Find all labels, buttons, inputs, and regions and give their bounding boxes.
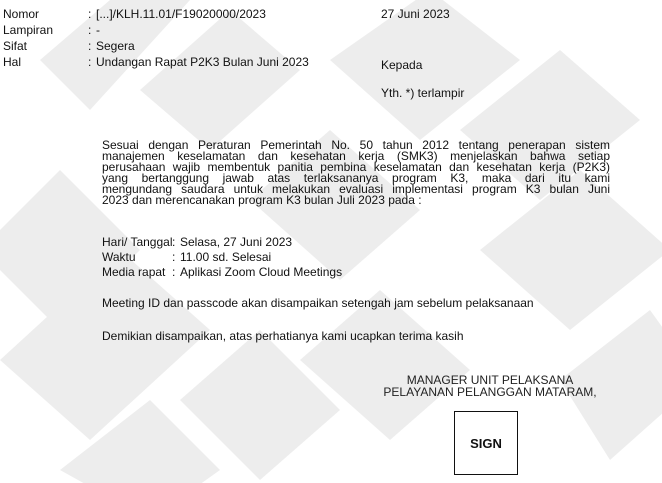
signature-box	[454, 411, 518, 475]
nomor-colon: :	[88, 7, 92, 21]
sifat-value: Segera	[96, 39, 135, 53]
lampiran-label: Lampiran	[3, 23, 54, 37]
hal-colon: :	[88, 55, 92, 69]
nomor-value: [...]/KLH.11.01/F19020000/2023	[96, 7, 266, 21]
sifat-colon: :	[88, 39, 92, 53]
paragraph-line: mengundang saudara untuk melakukan evaluasi implementasi program K3 bulan Juni	[102, 182, 610, 196]
paragraph-line: perusahaan wajib membentuk panitia pembina keselamatan dan kesehatan kerja (P2K3)	[102, 160, 610, 174]
schedule-media-label: Media rapat	[102, 265, 166, 279]
signer-title	[360, 374, 620, 398]
paragraph-line: Sesuai dengan Peraturan Pemerintah No. 50 tahun 2012 tentang penerapan sistem	[102, 138, 610, 152]
body-paragraph	[102, 140, 610, 206]
kepada-label: Kepada	[381, 58, 423, 72]
sign-label: SIGN	[470, 435, 502, 451]
paragraph-line: manajemen keselamatan dan kesehatan kerja (SMK3) menjelaskan bahwa setiap	[102, 149, 610, 163]
schedule-date-value: Selasa, 27 Juni 2023	[180, 235, 293, 249]
signer-title-line1: MANAGER UNIT PELAKSANA	[406, 373, 574, 387]
paragraph-line: yang bertanggung jawab atas terlaksananya program K3, maka dari itu kami	[102, 171, 610, 185]
schedule-colon: :	[172, 235, 176, 249]
lampiran-colon: :	[88, 23, 92, 37]
schedule-colon: :	[172, 250, 176, 264]
hal-value: Undangan Rapat P2K3 Bulan Juni 2023	[96, 55, 309, 69]
lampiran-value: -	[96, 23, 100, 37]
schedule-time-label: Waktu	[102, 250, 136, 264]
meeting-note: Meeting ID dan passcode akan disampaikan setengah jam sebelum pelaksanaan	[102, 296, 534, 310]
nomor-label: Nomor	[3, 7, 40, 21]
schedule-date-label: Hari/ Tanggal	[102, 235, 173, 249]
letter-date: 27 Juni 2023	[381, 7, 450, 21]
closing-text: Demikian disampaikan, atas perhatianya kami ucapkan terima kasih	[102, 329, 464, 343]
schedule-colon: :	[172, 265, 176, 279]
paragraph-line: 2023 dan merencanakan program K3 bulan Juli 2023 pada :	[102, 193, 422, 207]
hal-label: Hal	[3, 55, 22, 69]
recipient: Yth. *) terlampir	[381, 86, 465, 100]
signer-title-line2: PELAYANAN PELANGGAN MATARAM,	[383, 385, 597, 399]
schedule-media-value: Aplikasi Zoom Cloud Meetings	[180, 265, 343, 279]
schedule-time-value: 11.00 sd. Selesai	[180, 250, 272, 264]
sifat-label: Sifat	[3, 39, 28, 53]
